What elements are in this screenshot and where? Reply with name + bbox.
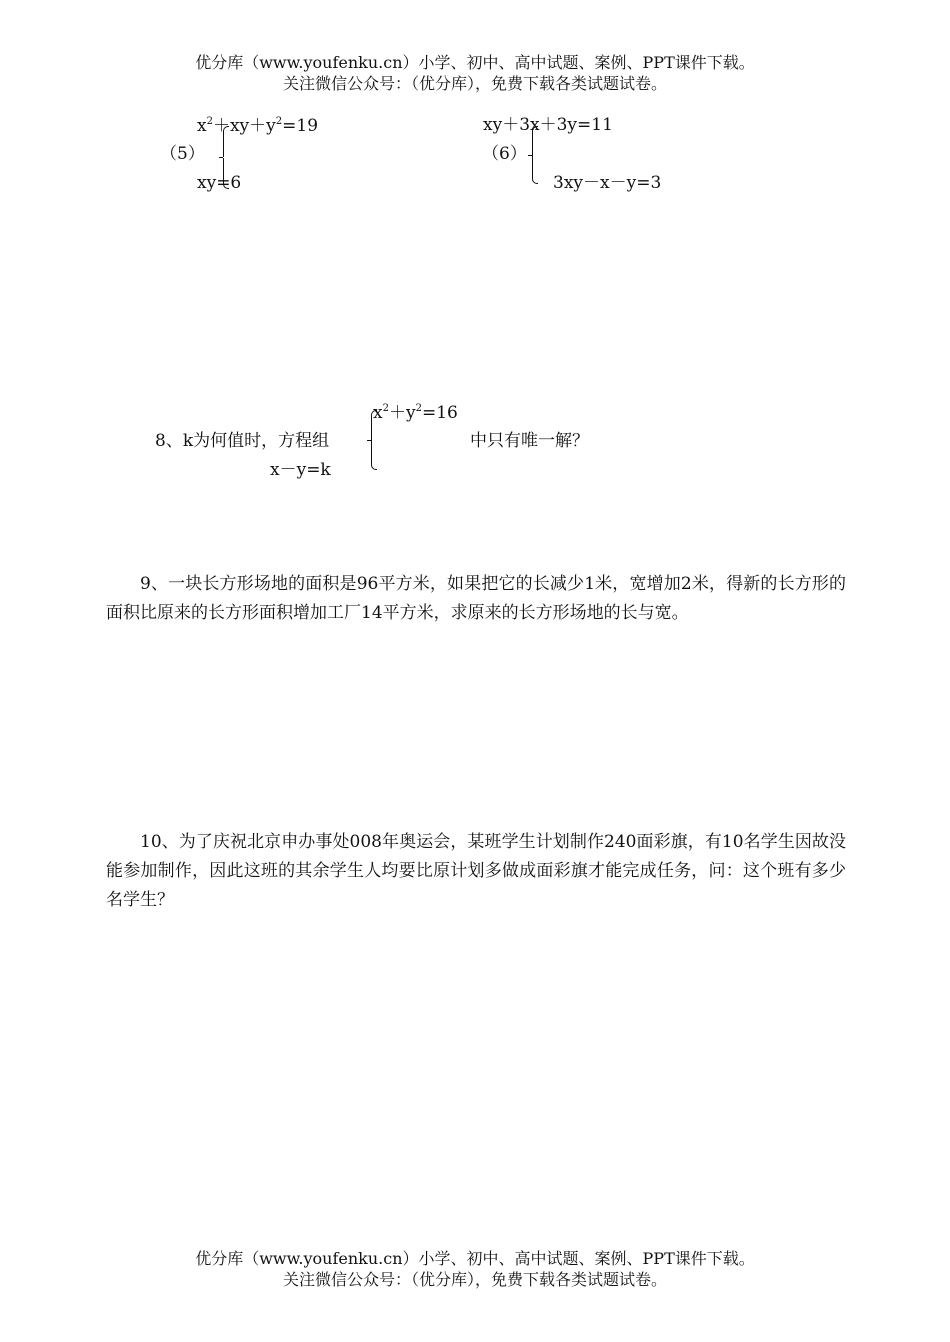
problem-10-text: 10、为了庆祝北京申办事处008年奥运会，某班学生计划制作240面彩旗，有10名学生因故没能参加制作，因此这班的其余学生人均要比原计划多做成面彩旗才能完成任务，问：这个班有多少名学生？ (106, 832, 846, 910)
problem-8-equation-2: x－y=k (270, 460, 331, 480)
problem-5-label: （5） (160, 144, 205, 164)
problem-6-label: （6） (482, 144, 527, 164)
problem-6-equation-2: 3xy－x－y=3 (553, 173, 662, 193)
problem-8-equation-1: $x^2+y^2=16$ (373, 403, 458, 423)
problem-9-text: 9、一块长方形场地的面积是96平方米，如果把它的长减少1米，宽增加2米，得新的长方形的面积比原来的长方形面积增加工厂14平方米，求原来的长方形场地的长与宽。 (106, 574, 846, 623)
problem-5-equation-1: $x^2+xy+y^2=19$ (197, 116, 319, 136)
problem-5-equation-2: xy=6 (197, 173, 242, 193)
brace-icon (528, 126, 537, 184)
problem-8-suffix: 中只有唯一解？ (470, 431, 589, 451)
problem-6-equation-1: xy＋3x＋3y=11 (483, 115, 613, 135)
footer-line-1: 优分库（www.youfenku.cn）小学、初中、高中试题、案例、PPT课件下载。 (195, 1249, 755, 1268)
problem-8-prefix: 8、k为何值时，方程组 (155, 431, 330, 451)
header-line-1: 优分库（www.youfenku.cn）小学、初中、高中试题、案例、PPT课件下载。 (195, 53, 755, 72)
header-line-2: 关注微信公众号：（优分库），免费下载各类试题试卷。 (282, 74, 667, 93)
footer-line-2: 关注微信公众号：（优分库），免费下载各类试题试卷。 (282, 1270, 667, 1289)
brace-icon (367, 410, 376, 470)
